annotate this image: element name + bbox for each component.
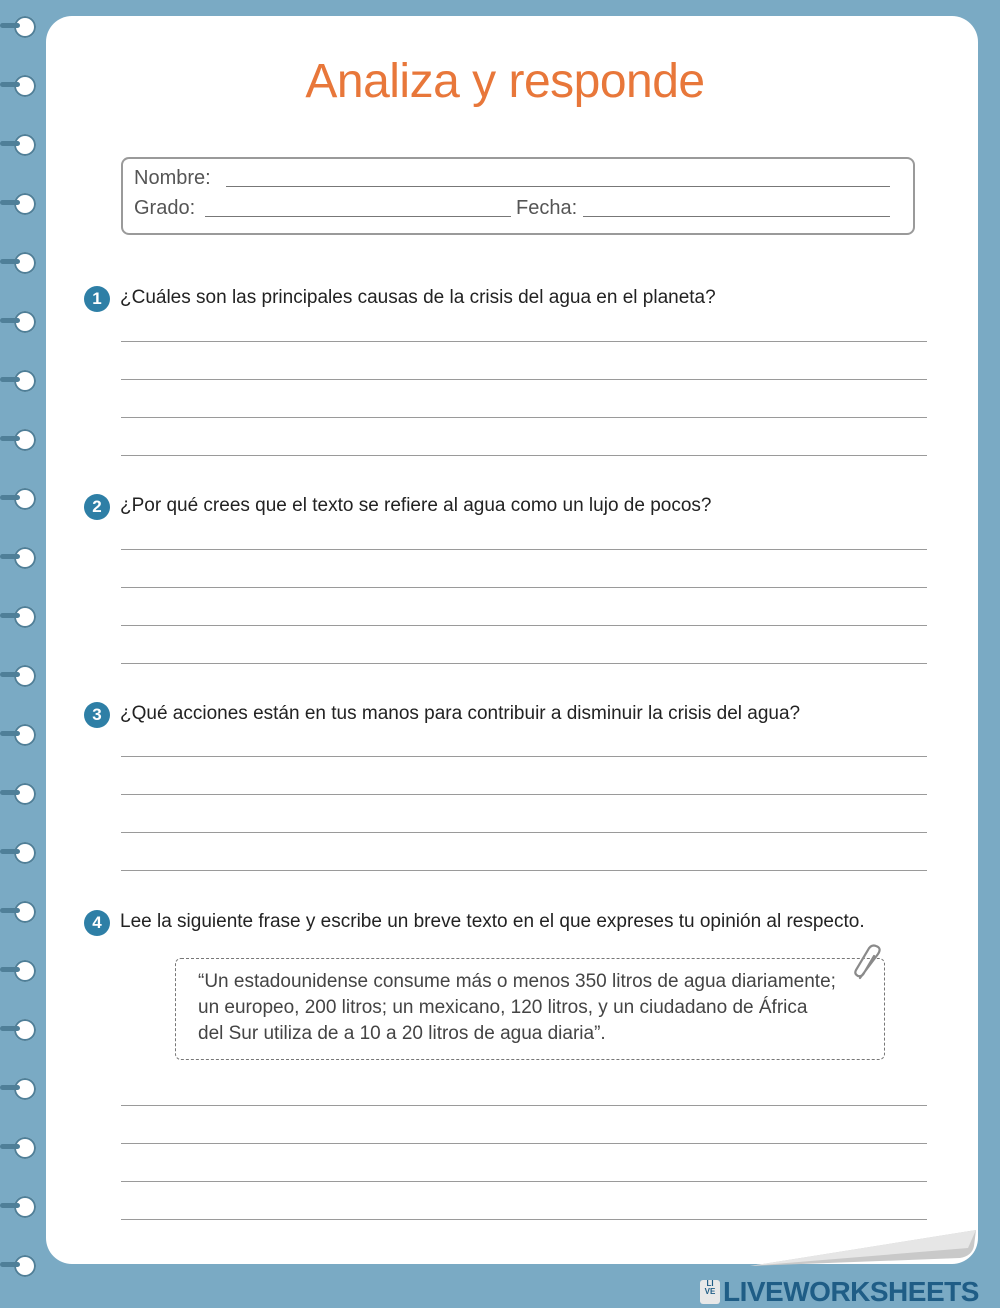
grado-field[interactable] (205, 216, 511, 217)
answer-line[interactable] (121, 625, 927, 626)
watermark-text: LIVEWORKSHEETS (723, 1276, 979, 1307)
answer-line[interactable] (121, 341, 927, 342)
spiral-ring-icon (14, 783, 36, 805)
answer-line[interactable] (121, 832, 927, 833)
spiral-ring-icon (14, 1255, 36, 1277)
spiral-ring-icon (14, 488, 36, 510)
question-number-badge: 1 (84, 286, 110, 312)
question-text: ¿Cuáles son las principales causas de la crisis del agua en el planeta? (120, 287, 716, 308)
spiral-ring-icon (14, 252, 36, 274)
grado-label: Grado: (134, 197, 196, 219)
spiral-ring-icon (14, 1078, 36, 1100)
spiral-ring-icon (14, 1019, 36, 1041)
quote-line: un europeo, 200 litros; un mexicano, 120 litros, y un ciudadano de África (198, 997, 808, 1018)
answer-line[interactable] (121, 794, 927, 795)
answer-line[interactable] (121, 870, 927, 871)
answer-line[interactable] (121, 587, 927, 588)
question-number-badge: 4 (84, 910, 110, 936)
spiral-ring-icon (14, 311, 36, 333)
question-text: Lee la siguiente frase y escribe un breve texto en el que expreses tu opinión al respecto. (120, 911, 865, 932)
logo-badge-icon: LI VE (700, 1280, 720, 1304)
answer-line[interactable] (121, 549, 927, 550)
spiral-ring-icon (14, 606, 36, 628)
spiral-ring-icon (14, 842, 36, 864)
answer-line[interactable] (121, 1143, 927, 1144)
answer-line[interactable] (121, 455, 927, 456)
spiral-ring-icon (14, 547, 36, 569)
spiral-ring-icon (14, 370, 36, 392)
spiral-ring-icon (14, 960, 36, 982)
answer-line[interactable] (121, 417, 927, 418)
spiral-ring-icon (14, 1196, 36, 1218)
nombre-label: Nombre: (134, 167, 211, 189)
spiral-ring-icon (14, 724, 36, 746)
fecha-label: Fecha: (516, 197, 578, 219)
question-number-badge: 3 (84, 702, 110, 728)
student-info-box (121, 157, 915, 235)
spiral-ring-icon (14, 16, 36, 38)
paperclip-icon (852, 944, 886, 984)
spiral-ring-icon (14, 134, 36, 156)
question-text: ¿Qué acciones están en tus manos para contribuir a disminuir la crisis del agua? (120, 703, 801, 724)
answer-line[interactable] (121, 1105, 927, 1106)
answer-line[interactable] (121, 663, 927, 664)
quote-line: “Un estadounidense consume más o menos 350 litros de agua diariamente; (198, 971, 836, 992)
nombre-field[interactable] (226, 186, 890, 187)
spiral-ring-icon (14, 1137, 36, 1159)
question-text: ¿Por qué crees que el texto se refiere al agua como un lujo de pocos? (120, 495, 712, 516)
liveworksheets-logo (700, 1276, 979, 1308)
spiral-ring-icon (14, 193, 36, 215)
answer-line[interactable] (121, 1181, 927, 1182)
page-curl-icon (740, 1228, 980, 1268)
answer-line[interactable] (121, 756, 927, 757)
answer-line[interactable] (121, 1219, 927, 1220)
page-title: Analiza y responde (305, 55, 705, 108)
question-number-badge: 2 (84, 494, 110, 520)
answer-line[interactable] (121, 379, 927, 380)
quote-line: del Sur utiliza de a 10 a 20 litros de agua diaria”. (198, 1023, 606, 1044)
spiral-ring-icon (14, 429, 36, 451)
fecha-field[interactable] (583, 216, 890, 217)
spiral-ring-icon (14, 901, 36, 923)
spiral-ring-icon (14, 665, 36, 687)
